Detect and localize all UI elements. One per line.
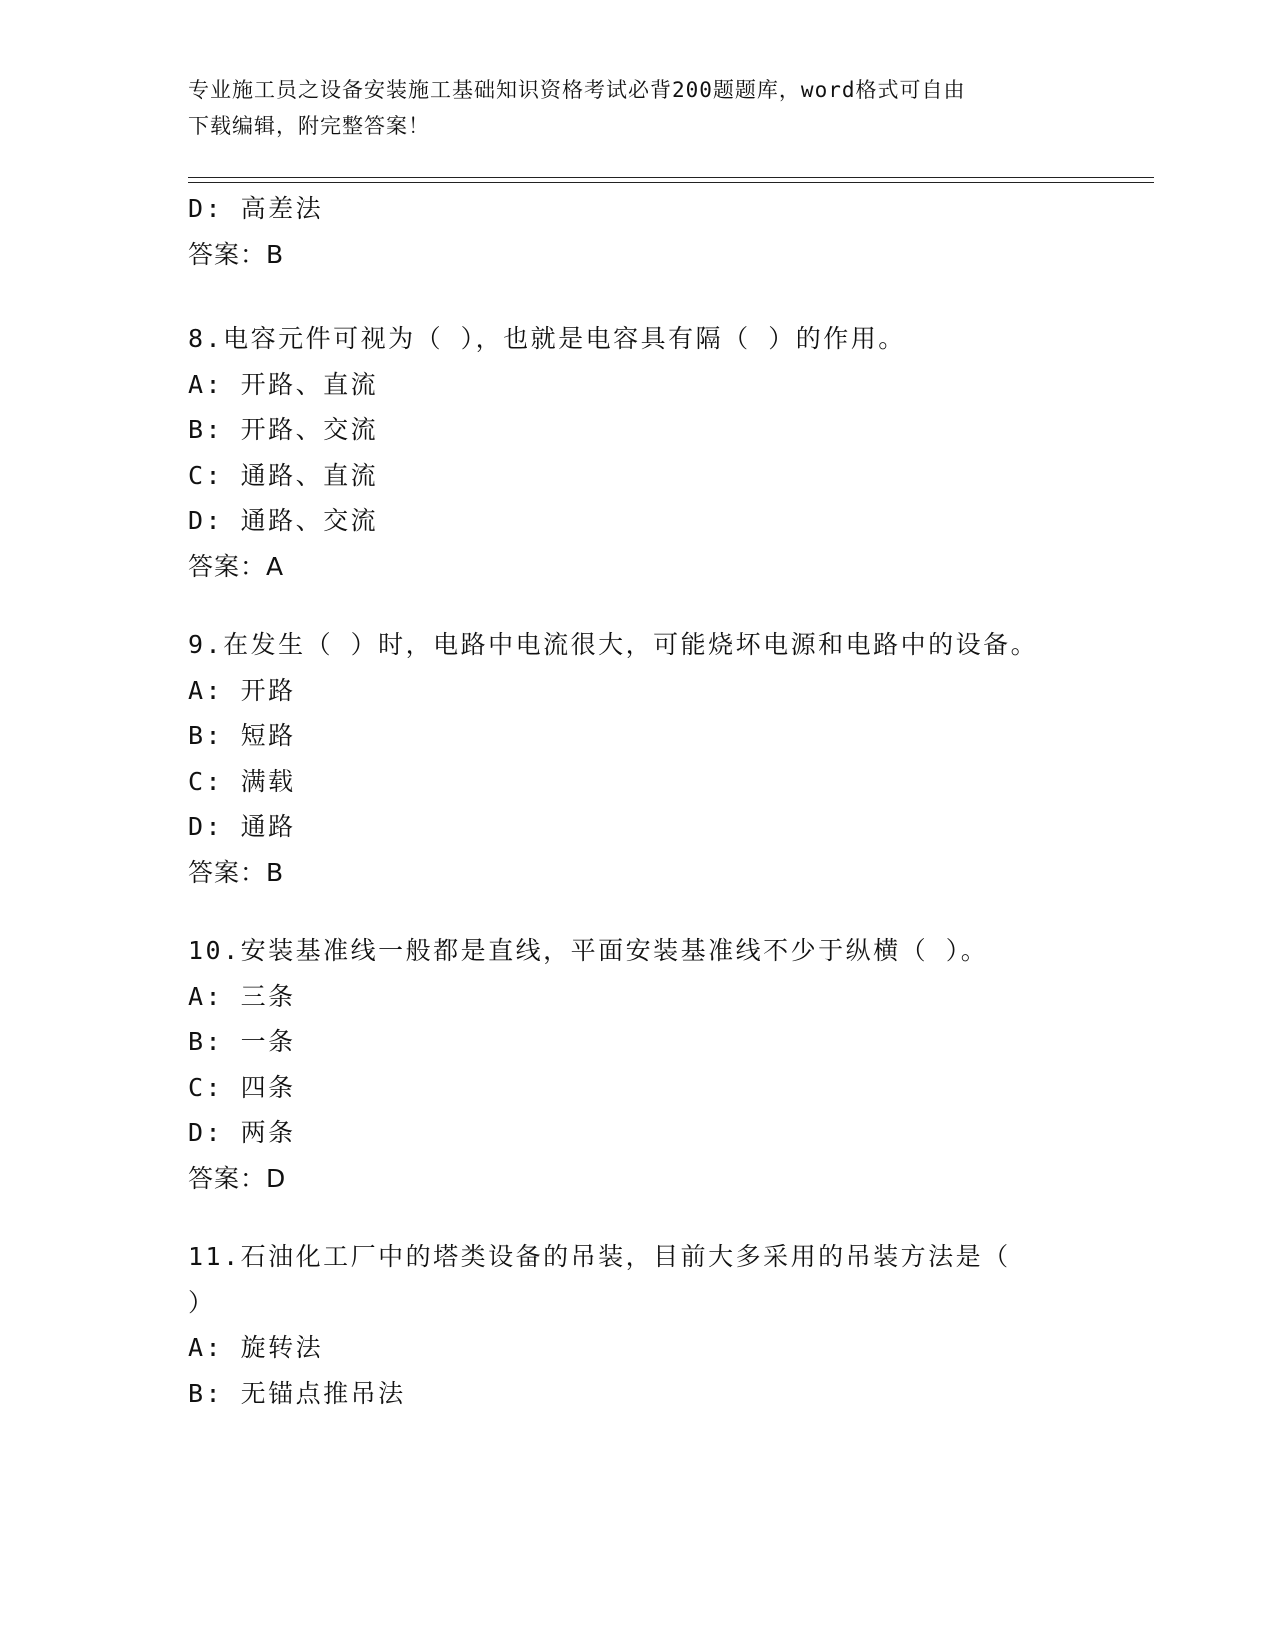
header-divider-top [188,177,1154,178]
question-stem-line-2: ） [188,1287,216,1317]
answer-line: 答案：B [188,239,285,269]
question-stem-line-1: 11.石油化工厂中的塔类设备的吊装，目前大多采用的吊装方法是（ [188,1242,1011,1271]
question-stem: 8.电容元件可视为（ ），也就是电容具有隔（ ）的作用。 [188,324,906,353]
option-c: C: 四条 [188,1072,296,1102]
question-8 [188,316,1128,590]
option-b: B: 一条 [188,1027,296,1057]
header-divider-bottom [188,182,1154,183]
option-a: A: 开路 [188,675,296,705]
header-line-1: 专业施工员之设备安装施工基础知识资格考试必背200题题库，word格式可自由 [188,78,966,102]
option-d: D: 通路、交流 [188,506,379,536]
question-10 [188,928,1128,1202]
document-header [188,72,1068,144]
question-stem: 10.安装基准线一般都是直线，平面安装基准线不少于纵横（ ）。 [188,936,989,965]
option-a: A: 三条 [188,981,296,1011]
option-b: B: 开路、交流 [188,415,379,445]
question-9 [188,622,1128,896]
option-b: B: 无锚点推吊法 [188,1378,406,1408]
question-stem: 9.在发生（ ）时，电路中电流很大，可能烧坏电源和电路中的设备。 [188,630,1039,659]
header-line-2: 下载编辑，附完整答案！ [188,114,430,138]
answer-line: 答案：D [188,1163,287,1193]
option-b: B: 短路 [188,721,296,751]
answer-line: 答案：A [188,551,285,581]
option-c: C: 通路、直流 [188,460,379,490]
question-11 [188,1234,1128,1416]
option-d: D: 高差法 [188,194,324,223]
option-a: A: 旋转法 [188,1333,324,1363]
option-a: A: 开路、直流 [188,369,379,399]
answer-line: 答案：B [188,857,285,887]
option-d: D: 通路 [188,812,296,842]
question-7-tail [188,186,1128,277]
option-d: D: 两条 [188,1118,296,1148]
option-c: C: 满载 [188,766,296,796]
